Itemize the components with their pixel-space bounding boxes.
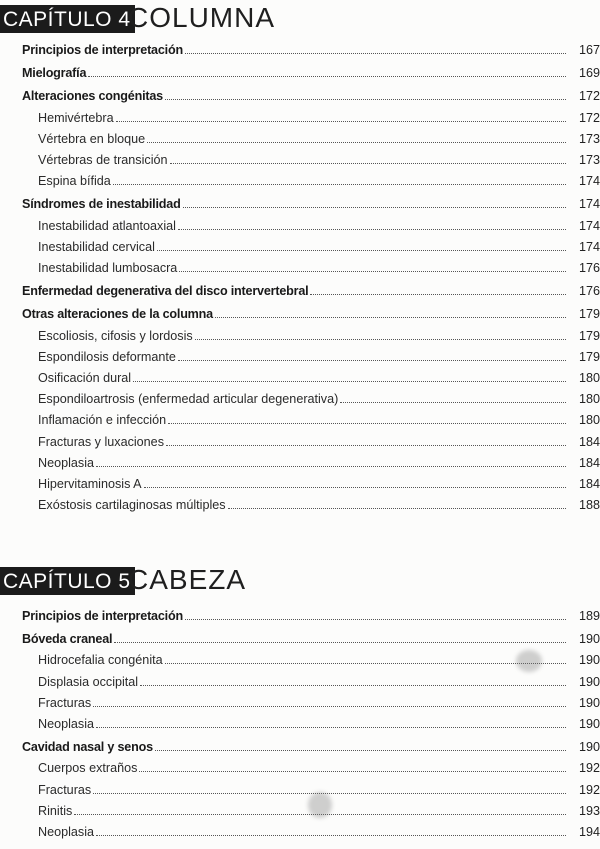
toc-entry-title: Inestabilidad atlantoaxial	[38, 218, 176, 233]
toc-entry[interactable]	[0, 451, 600, 471]
toc-entry-page: 190	[578, 674, 600, 689]
toc-entry-page: 167	[578, 43, 600, 57]
toc-entry[interactable]	[0, 61, 600, 81]
dot-leader	[116, 121, 566, 122]
dot-leader	[155, 750, 566, 751]
toc-entry[interactable]	[0, 408, 600, 428]
dot-leader	[310, 294, 566, 295]
toc-entry-page: 194	[578, 825, 600, 839]
toc-entry-page: 174	[578, 174, 600, 189]
dot-leader	[168, 423, 566, 424]
toc-entry-title: Osificación dural	[38, 371, 132, 385]
toc-entry-page: 184	[578, 455, 600, 470]
toc-entry-title: Escoliosis, cifosis y lordosis	[38, 328, 193, 343]
toc-entry-title: Cavidad nasal y senos	[22, 740, 153, 755]
toc-entry-title: Rinitis	[38, 803, 73, 818]
toc-entry-page: 176	[578, 284, 600, 299]
toc-entry[interactable]	[0, 279, 600, 299]
toc-entry-title: Neoplasia	[38, 455, 95, 470]
toc-entry-page: 188	[578, 498, 600, 513]
toc-entry[interactable]	[0, 345, 600, 365]
toc-entry-title: Síndromes de inestabilidad	[22, 197, 181, 212]
dot-leader	[165, 99, 566, 100]
dot-leader	[88, 76, 566, 77]
dot-leader	[165, 663, 566, 664]
toc-entry-page: 189	[578, 609, 600, 623]
toc-entry-page: 172	[578, 89, 600, 104]
chapter-4-label: CAPÍTULO 4	[0, 5, 135, 33]
toc-entry-page: 174	[578, 218, 600, 233]
dot-leader	[170, 163, 566, 164]
dot-leader	[185, 53, 566, 54]
chapter-4-heading	[0, 0, 600, 34]
toc-entry-page: 184	[578, 477, 600, 491]
toc-entry[interactable]	[0, 670, 600, 690]
toc-entry-page: 176	[578, 261, 600, 275]
toc-entry[interactable]	[0, 38, 600, 58]
chapter-4-title: COLUMNA	[128, 2, 276, 33]
toc-entry[interactable]	[0, 493, 600, 513]
toc-entry-title: Hemivértebra	[38, 110, 114, 125]
toc-entry-page: 174	[578, 197, 600, 212]
toc-entry[interactable]	[0, 627, 600, 647]
toc-entry-page: 180	[578, 392, 600, 407]
toc-entry-title: Mielografía	[22, 66, 87, 81]
toc-entry-title: Inestabilidad lumbosacra	[38, 261, 178, 275]
toc-entry-title: Principios de interpretación	[22, 43, 183, 57]
toc-entry-page: 192	[578, 782, 600, 797]
toc-entry[interactable]	[0, 214, 600, 234]
toc-entry-title: Neoplasia	[38, 717, 95, 731]
toc-entry[interactable]	[0, 387, 600, 407]
toc-entry[interactable]	[0, 648, 600, 668]
dot-leader	[133, 381, 566, 382]
toc-entry-page: 174	[578, 239, 600, 254]
dot-leader	[96, 466, 566, 467]
toc-entry-page: 180	[578, 413, 600, 428]
toc-entry[interactable]	[0, 84, 600, 104]
toc-entry-page: 180	[578, 371, 600, 385]
toc-entry-title: Fracturas	[38, 695, 92, 710]
toc-entry-page: 179	[578, 307, 600, 322]
toc-entry-title: Fracturas	[38, 782, 92, 797]
toc-entry-title: Inflamación e infección	[38, 413, 167, 428]
dot-leader	[215, 317, 566, 318]
dot-leader	[114, 642, 566, 643]
toc-entry-title: Inestabilidad cervical	[38, 239, 155, 254]
chapter-5-title: CABEZA	[128, 564, 247, 595]
toc-entry-title: Hipervitaminosis A	[38, 477, 142, 491]
chapter-5-label: CAPÍTULO 5	[0, 567, 135, 595]
toc-entry-page: 179	[578, 328, 600, 343]
toc-entry-title: Otras alteraciones de la columna	[22, 307, 213, 322]
toc-entry-title: Exóstosis cartilaginosas múltiples	[38, 498, 226, 513]
toc-entry[interactable]	[0, 756, 600, 776]
toc-entry-title: Neoplasia	[38, 825, 95, 839]
toc-entry-title: Espina bífida	[38, 174, 111, 189]
toc-entry[interactable]	[0, 430, 600, 450]
dot-leader	[185, 619, 566, 620]
toc-entry[interactable]	[0, 799, 600, 819]
toc-entry-page: 190	[578, 653, 600, 668]
dot-leader	[140, 685, 566, 686]
dot-leader	[96, 835, 566, 836]
dot-leader	[228, 508, 566, 509]
toc-entry[interactable]	[0, 169, 600, 189]
toc-entry-title: Cuerpos extraños	[38, 761, 138, 776]
toc-entry[interactable]	[0, 691, 600, 711]
toc-entry-page: 184	[578, 434, 600, 449]
toc-entry-title: Displasia occipital	[38, 674, 139, 689]
dot-leader	[179, 271, 566, 272]
toc-entry[interactable]	[0, 235, 600, 255]
toc-entry-title: Bóveda craneal	[22, 632, 113, 647]
toc-entry[interactable]	[0, 148, 600, 168]
toc-entry[interactable]	[0, 192, 600, 212]
dot-leader	[113, 184, 566, 185]
toc-entry-title: Vértebra en bloque	[38, 131, 146, 146]
toc-entry[interactable]	[0, 604, 600, 624]
toc-entry[interactable]	[0, 106, 600, 126]
toc-entry-title: Alteraciones congénitas	[22, 89, 163, 104]
toc-entry-page: 173	[578, 153, 600, 167]
toc-entry-title: Enfermedad degenerativa del disco intervertebral	[22, 284, 309, 299]
toc-entry[interactable]	[0, 820, 600, 840]
toc-entry-title: Vértebras de transición	[38, 153, 168, 167]
toc-entry-page: 190	[578, 632, 600, 647]
toc-entry[interactable]	[0, 735, 600, 755]
toc-entry-page: 193	[578, 803, 600, 818]
toc-entry[interactable]	[0, 366, 600, 386]
toc-entry-title: Hidrocefalia congénita	[38, 653, 163, 668]
toc-entry-page: 190	[578, 695, 600, 710]
dot-leader	[157, 250, 566, 251]
toc-entry-page: 172	[578, 110, 600, 125]
dot-leader	[340, 402, 566, 403]
paper-stain	[516, 650, 542, 672]
toc-entry[interactable]	[0, 256, 600, 276]
toc-entry[interactable]	[0, 472, 600, 492]
toc-entry-page: 173	[578, 131, 600, 146]
dot-leader	[144, 487, 566, 488]
toc-entry-title: Espondiloartrosis (enfermedad articular degenerativa)	[38, 392, 339, 407]
toc-entry-title: Principios de interpretación	[22, 609, 183, 623]
chapter-5-heading	[0, 562, 600, 596]
dot-leader	[195, 339, 566, 340]
dot-leader	[147, 142, 566, 143]
toc-entry[interactable]	[0, 127, 600, 147]
toc-entry[interactable]	[0, 712, 600, 732]
dot-leader	[166, 445, 566, 446]
toc-entry[interactable]	[0, 778, 600, 798]
dot-leader	[93, 706, 566, 707]
dot-leader	[183, 207, 566, 208]
dot-leader	[93, 793, 566, 794]
paper-stain	[308, 792, 332, 818]
dot-leader	[96, 727, 566, 728]
toc-entry[interactable]	[0, 302, 600, 322]
toc-entry-page: 169	[578, 66, 600, 81]
toc-entry-title: Fracturas y luxaciones	[38, 434, 164, 449]
dot-leader	[139, 771, 566, 772]
toc-entry-page: 179	[578, 349, 600, 364]
toc-entry-title: Espondilosis deformante	[38, 349, 176, 364]
toc-entry-page: 190	[578, 740, 600, 755]
toc-entry-page: 190	[578, 717, 600, 731]
toc-entry[interactable]	[0, 324, 600, 344]
dot-leader	[178, 360, 566, 361]
dot-leader	[178, 229, 566, 230]
chapter-5-section	[0, 562, 600, 839]
toc-entry-page: 192	[578, 761, 600, 776]
